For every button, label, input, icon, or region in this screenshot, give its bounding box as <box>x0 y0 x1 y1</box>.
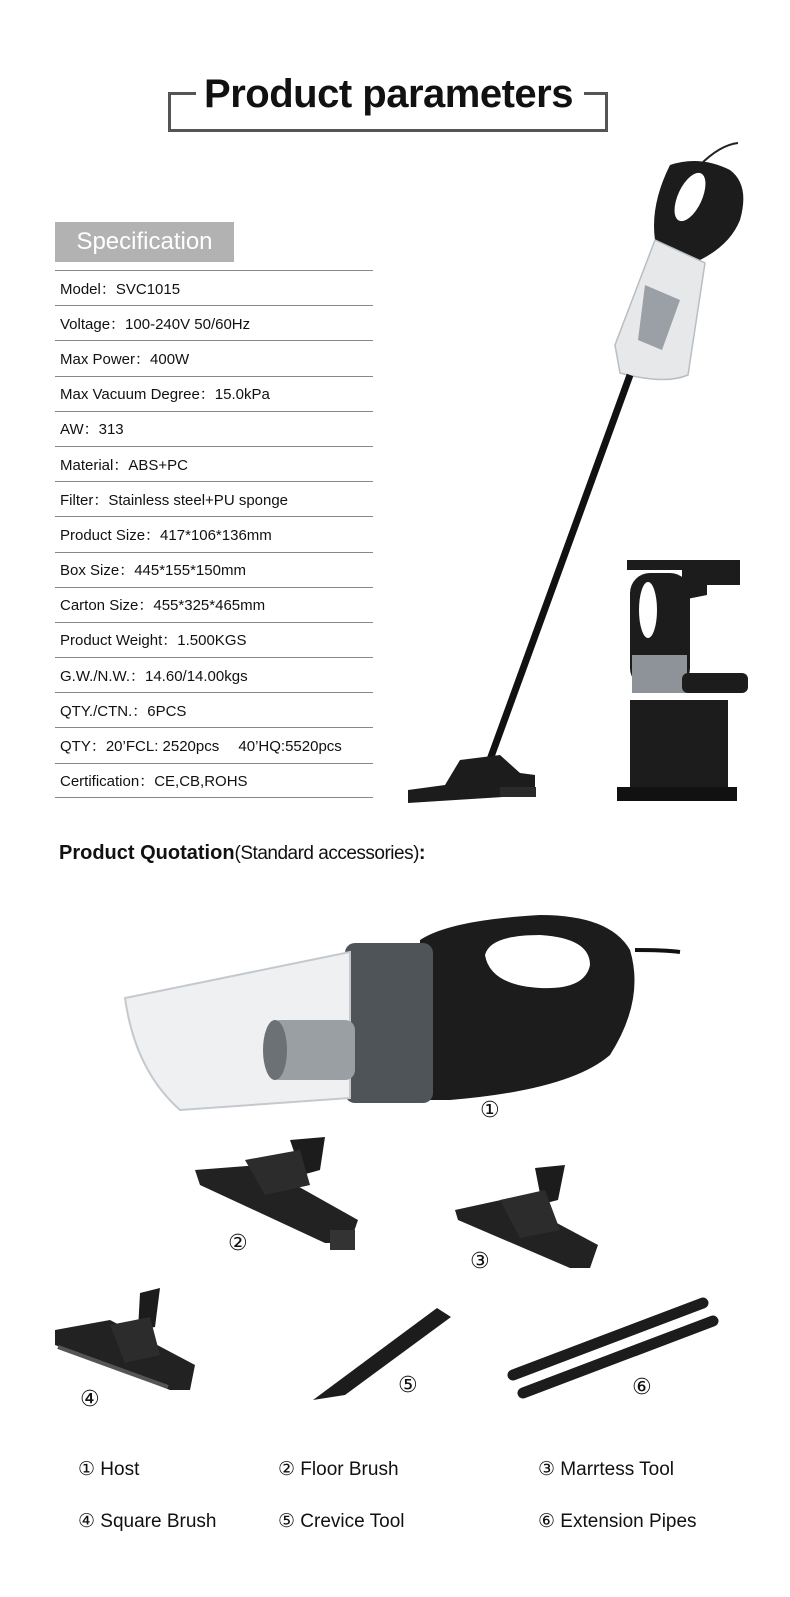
spec-row-filter: Filter：Stainless steel+PU sponge <box>55 481 373 516</box>
spec-row-qty-ctn: QTY./CTN.：6PCS <box>55 692 373 727</box>
crevice-tool-image <box>305 1305 455 1405</box>
spec-row-qty-container: QTY：20’FCL: 2520pcs 40’HQ:5520pcs <box>55 727 373 762</box>
spec-row-aw: AW：313 <box>55 411 373 446</box>
spec-row-carton-size: Carton Size：455*325*465mm <box>55 587 373 622</box>
marker-3: ③ <box>470 1248 490 1273</box>
title-frame-right-cap <box>584 92 608 95</box>
spec-row-material: Material：ABS+PC <box>55 446 373 481</box>
quotation-heading-colon: : <box>418 842 426 864</box>
spec-row-max-power: Max Power：400W <box>55 340 373 375</box>
host-image <box>120 910 685 1115</box>
marker-5: ⑤ <box>398 1372 418 1397</box>
legend-host: ① Host <box>78 1459 140 1480</box>
marker-1: ① <box>480 1097 500 1122</box>
specification-table <box>55 270 373 798</box>
quotation-heading-bold: Product Quotation <box>59 842 235 864</box>
square-brush-image <box>50 1285 200 1395</box>
spec-row-box-size: Box Size：445*155*150mm <box>55 552 373 587</box>
spec-row-certification: Certification：CE,CB,ROHS <box>55 763 373 798</box>
spec-row-model: Model：SVC1015 <box>55 270 373 305</box>
legend-crevice-tool: ⑤ Crevice Tool <box>278 1511 405 1532</box>
legend-floor-brush: ② Floor Brush <box>278 1459 399 1480</box>
floor-brush-image <box>190 1135 365 1260</box>
spec-row-voltage: Voltage：100-240V 50/60Hz <box>55 305 373 340</box>
title-frame-left-cap <box>168 92 196 95</box>
marker-6: ⑥ <box>632 1374 652 1399</box>
marker-4: ④ <box>80 1386 100 1411</box>
spec-row-gw-nw: G.W./N.W.：14.60/14.00kgs <box>55 657 373 692</box>
docked-vacuum-image <box>612 555 752 805</box>
legend-square-brush: ④ Square Brush <box>78 1511 217 1532</box>
quotation-heading <box>59 842 426 865</box>
extension-pipes-image <box>505 1293 720 1403</box>
specification-badge: Specification <box>55 222 234 262</box>
spec-row-product-weight: Product Weight：1.500KGS <box>55 622 373 657</box>
legend-extension-pipes: ⑥ Extension Pipes <box>538 1511 697 1532</box>
spec-row-product-size: Product Size：417*106*136mm <box>55 516 373 551</box>
quotation-heading-subtitle: (Standard accessories) <box>234 843 419 864</box>
spec-row-max-vacuum: Max Vacuum Degree：15.0kPa <box>55 376 373 411</box>
legend-mattress-tool: ③ Marrtess Tool <box>538 1459 674 1480</box>
marker-2: ② <box>228 1230 248 1255</box>
page-title: Product parameters <box>196 70 581 118</box>
